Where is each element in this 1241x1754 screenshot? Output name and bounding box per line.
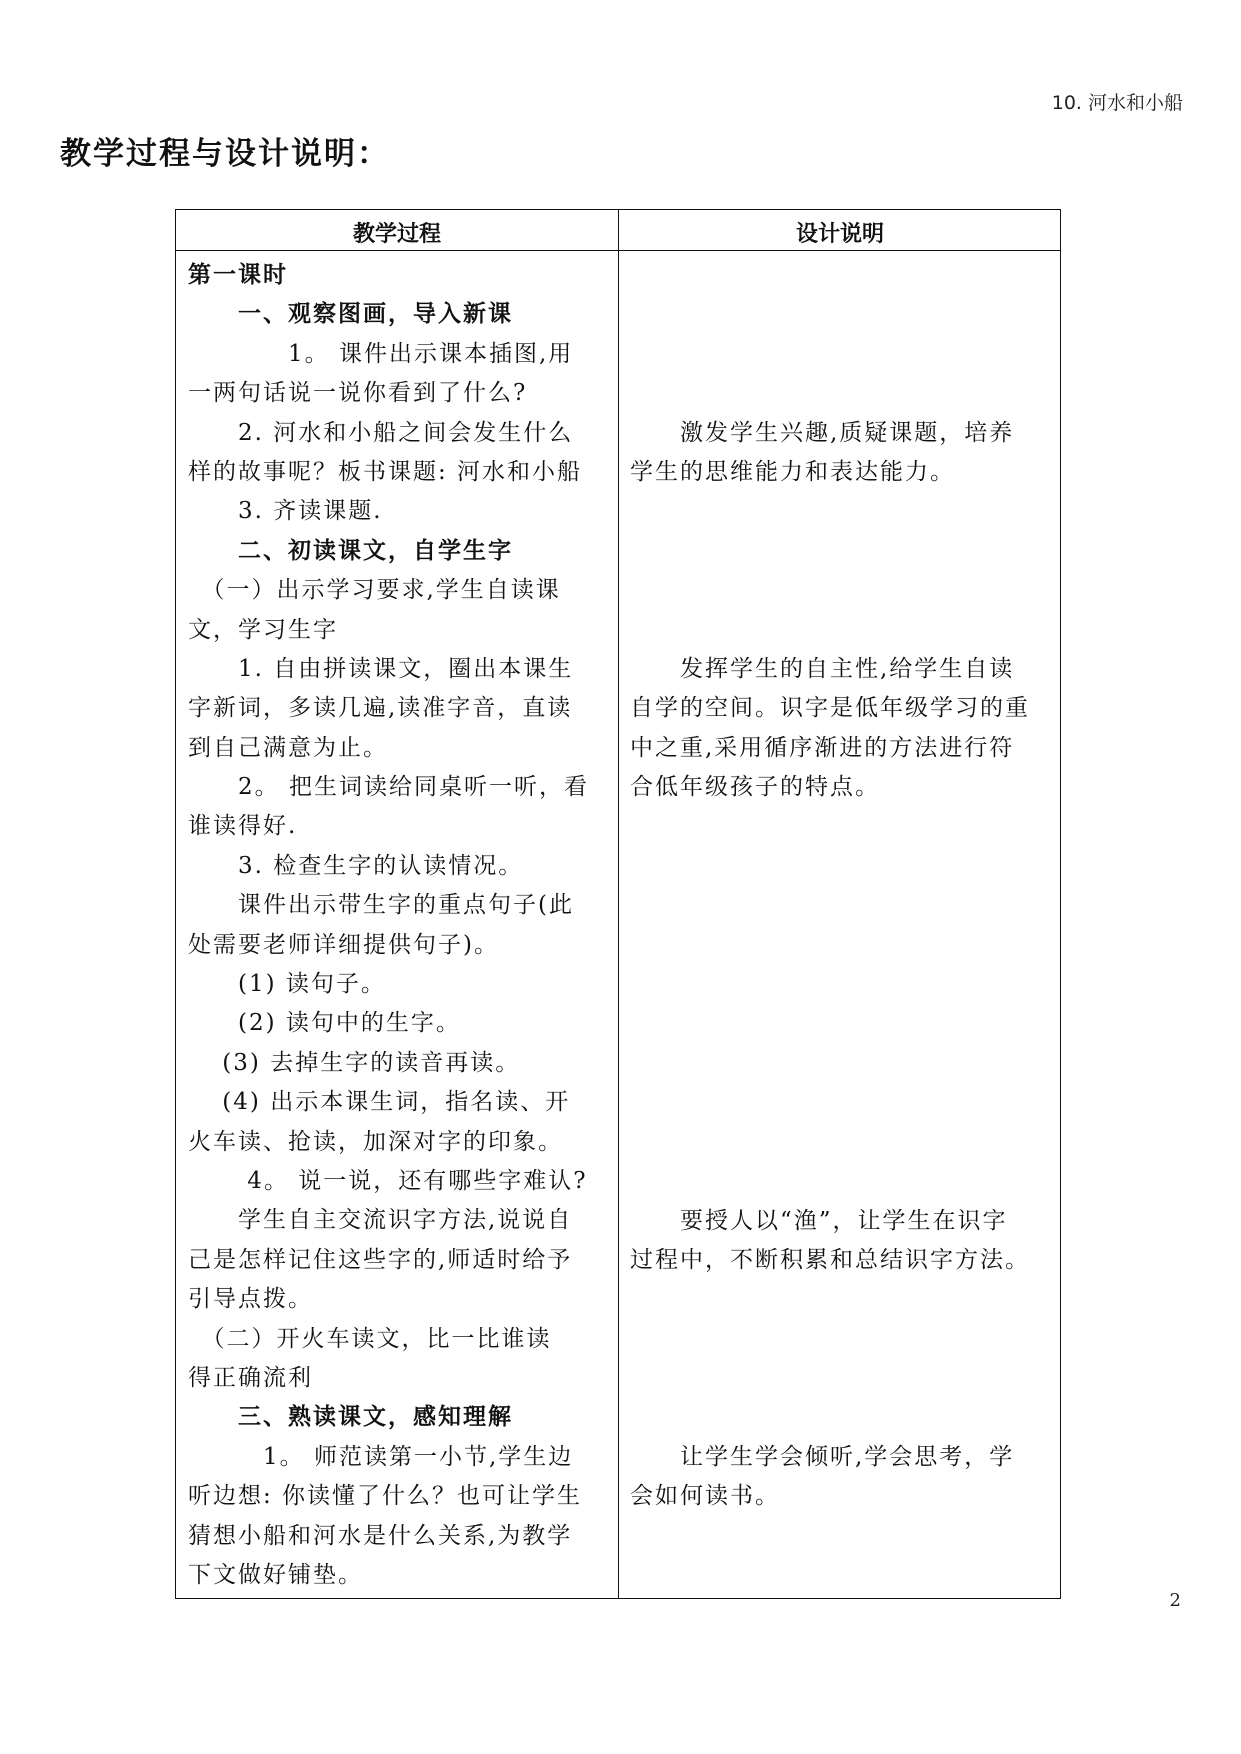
process-line: （二）开火车读文，比一比谁读	[188, 1325, 552, 1352]
process-line: 2。 把生词读给同桌听一听，看	[188, 774, 589, 801]
section-heading: 二、初读课文，自学生字	[188, 537, 513, 564]
design-note	[630, 414, 1054, 493]
design-note-line: 让学生学会倾听,学会思考，学	[630, 1444, 1015, 1470]
process-line: 1. 自由拼读课文，圈出本课生	[188, 655, 574, 682]
process-line: 下文做好铺垫。	[188, 1561, 363, 1588]
column-header-process: 教学过程	[352, 222, 441, 247]
section-heading: 三、熟读课文，感知理解	[188, 1404, 513, 1431]
process-line: （一）出示学习要求,学生自读课	[188, 577, 561, 604]
process-line: 文，学习生字	[188, 616, 338, 643]
design-note	[630, 650, 1054, 808]
process-line: 得正确流利	[188, 1364, 313, 1391]
process-line: 样的故事呢？板书课题: 河水和小船	[188, 458, 583, 485]
page-number: 2	[1169, 1590, 1181, 1611]
process-line: 字新词，多读几遍,读准字音，直读	[188, 695, 573, 722]
process-line: 3. 检查生字的认读情况。	[188, 852, 524, 879]
process-line: 2. 河水和小船之间会发生什么	[188, 419, 574, 446]
process-line: 学生自主交流识字方法,说说自	[188, 1207, 573, 1234]
design-note	[630, 1202, 1054, 1281]
process-line: 火车读、抢读，加深对字的印象。	[188, 1128, 563, 1155]
process-line: 己是怎样记住这些字的,师适时给予	[188, 1246, 573, 1273]
design-note-line: 过程中，不断积累和总结识字方法。	[630, 1246, 1030, 1273]
process-line: (4) 出示本课生词，指名读、开	[188, 1089, 571, 1116]
section-heading: 第一课时	[188, 262, 288, 288]
design-note-line: 会如何读书。	[630, 1483, 780, 1510]
process-line: 课件出示带生字的重点句子(此	[188, 892, 574, 919]
lesson-plan-table	[175, 209, 1061, 1599]
design-note-line: 合低年级孩子的特点。	[630, 774, 880, 801]
process-line: 到自己满意为止。	[188, 734, 388, 761]
process-line: 听边想: 你读懂了什么？也可让学生	[188, 1483, 583, 1510]
design-note-line: 学生的思维能力和表达能力。	[630, 458, 955, 485]
process-line: 谁读得好.	[188, 813, 298, 840]
section-heading: 一、观察图画，导入新课	[188, 301, 513, 328]
table-header-row	[176, 210, 1060, 251]
design-note-line: 激发学生兴趣,质疑课题，培养	[630, 419, 1015, 446]
design-note-line: 要授人以“渔”，让学生在识字	[630, 1207, 1008, 1234]
column-header-notes: 设计说明	[795, 222, 884, 247]
column-divider	[618, 210, 619, 1598]
process-line: 一两句话说一说你看到了什么?	[188, 380, 528, 407]
lesson-title-header: 10. 河水和小船	[1051, 92, 1183, 114]
teaching-process-column	[188, 256, 612, 1595]
process-line: 4。 说一说，还有哪些字难认?	[188, 1167, 588, 1194]
process-line: 处需要老师详细提供句子)。	[188, 931, 499, 958]
page-title: 教学过程与设计说明：	[60, 136, 390, 172]
design-note	[630, 1438, 1054, 1517]
process-line: 3. 齐读课题.	[188, 498, 383, 525]
process-line: (2) 读句中的生字。	[188, 1010, 461, 1037]
process-line: (3) 去掉生字的读音再读。	[188, 1049, 521, 1076]
process-line: (1) 读句子。	[188, 971, 386, 998]
design-note-line: 发挥学生的自主性,给学生自读	[630, 656, 1015, 682]
process-line: 引导点拨。	[188, 1286, 313, 1313]
design-note-line: 自学的空间。识字是低年级学习的重	[630, 695, 1030, 722]
process-line: 1。 师范读第一小节,学生边	[188, 1443, 574, 1470]
process-line: 1。 课件出示课本插图,用	[188, 340, 574, 367]
process-line: 猜想小船和河水是什么关系,为教学	[188, 1522, 573, 1549]
design-note-line: 中之重,采用循序渐进的方法进行符	[630, 734, 1015, 761]
